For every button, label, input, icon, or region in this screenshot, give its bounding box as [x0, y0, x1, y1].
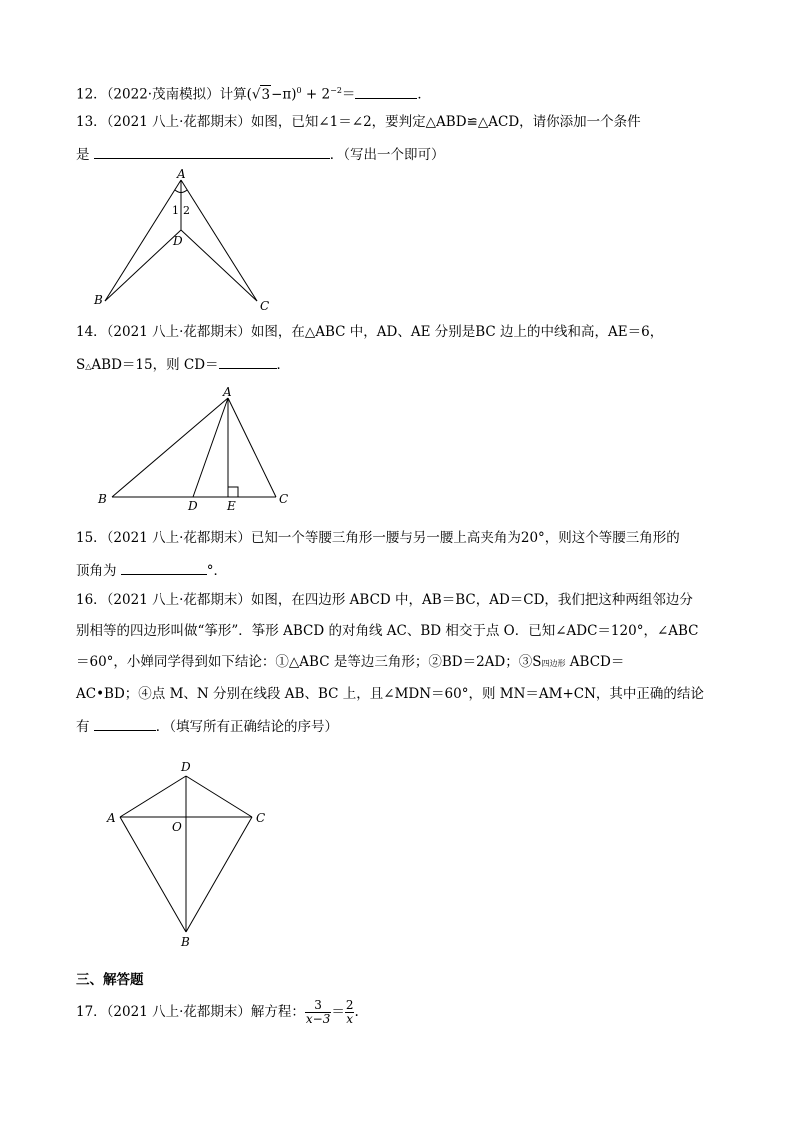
q16-line3-a: ＝60°，小婵同学得到如下结论：①△ABC 是等边三角形；②BD＝2AD；③S — [76, 654, 542, 670]
q12-equals: ＝ — [341, 86, 356, 103]
q13-answer-blank[interactable] — [94, 144, 330, 159]
q16-answer-blank[interactable] — [94, 716, 156, 731]
q12-expr-pi: −π) — [271, 86, 297, 103]
q17-den2: x — [346, 1012, 354, 1026]
q17-fraction-1 — [305, 999, 331, 1026]
fig16-line-AD — [120, 776, 186, 817]
section-title: 三、解答题 — [76, 972, 144, 988]
q17-num2: 2 — [345, 998, 354, 1012]
q16-line2: 别相等的四边形叫做“筝形”．筝形 ABCD 的对角线 AC、BD 相交于点 O．已知∠ADC＝120°，∠ABC — [76, 623, 699, 639]
fig16-label-B: B — [181, 935, 190, 949]
q13-prefix: 是 — [76, 147, 94, 163]
q12-exp-0: 0 — [296, 86, 302, 95]
q14-triangle-sub: △ — [85, 362, 92, 371]
q13-line2 — [76, 144, 445, 164]
q15-suffix: °． — [206, 563, 228, 579]
figure-14 — [92, 384, 302, 516]
q12-answer-blank[interactable] — [355, 84, 417, 99]
q12-expr-open: ( — [246, 86, 252, 103]
q14-line2 — [76, 354, 290, 376]
fig16-line-AB — [120, 817, 186, 932]
q14-end: ． — [276, 357, 291, 373]
q14-line1: 14．（2021 八上·花都期末）如图，在△ABC 中，AD、AE 分别是BC 边上的中线和高，AE＝6， — [76, 324, 664, 340]
q16-line3-b: ABCD＝ — [565, 654, 625, 670]
fig13-label-A: A — [177, 168, 186, 181]
q12-sqrt: 3 — [261, 86, 271, 103]
fig13-label-B: B — [94, 293, 103, 307]
figure-16 — [100, 755, 280, 955]
q17-num1: 3 — [305, 999, 331, 1013]
q15-answer-blank[interactable] — [121, 560, 207, 575]
fig14-label-A: A — [223, 385, 232, 399]
q14-s: S — [76, 357, 86, 373]
fig14-line-AC — [228, 398, 276, 497]
q12-expr-plus: + 2 — [301, 86, 331, 103]
fig16-label-A: A — [107, 811, 116, 825]
fig13-label-1: 1 — [172, 204, 179, 217]
q17-equals: ＝ — [331, 1004, 345, 1020]
fig16-line-CD — [186, 776, 252, 817]
q16-prefix: 有 — [76, 719, 94, 735]
q12-source: （2022·茂南模拟）计算 — [106, 86, 247, 103]
fig13-label-D: D — [173, 234, 183, 248]
q16-quad-sub: 四边形 — [541, 659, 566, 668]
question-12: 12．（2022·茂南模拟）计算$(√3-\pi)^0 + 2^{-2}=$ ． — [76, 82, 431, 104]
fig14-label-C: C — [279, 492, 289, 506]
q14-answer-blank[interactable] — [219, 354, 277, 369]
question-17 — [76, 997, 359, 1027]
q15-line1: 15．（2021 八上·花都期末）已知一个等腰三角形一腰与另一腰上高夹角为20°，则这个等腰三角形的 — [76, 530, 680, 546]
fig13-label-2: 2 — [183, 204, 190, 217]
q13-suffix: ．（写出一个即可） — [329, 147, 445, 163]
figure-13 — [88, 168, 278, 314]
q17-den1: x−3 — [305, 1012, 331, 1026]
q13-line1: 13．（2021 八上·花都期末）如图，已知∠1＝∠2，要判定△ABD≌△ACD，请你添加一个条件 — [76, 114, 641, 130]
q15-prefix: 顶角为 — [76, 563, 121, 579]
q12-exp-neg2: −2 — [330, 86, 342, 95]
q14-text: ABD＝15，则 CD＝ — [91, 357, 219, 373]
q16-line4: AC•BD；④点 M、N 分别在线段 AB、BC 上，且∠MDN＝60°，则 MN＝AM+CN，其中正确的结论 — [76, 686, 704, 702]
q16-line3 — [76, 653, 624, 673]
fig16-line-CB — [186, 817, 252, 932]
fig16-label-O: O — [172, 820, 182, 834]
q16-suffix: ．（填写所有正确结论的序号） — [155, 719, 339, 735]
fig14-right-angle — [228, 487, 238, 497]
q17-prefix: 17．（2021 八上·花都期末）解方程： — [76, 1004, 305, 1020]
q15-line2 — [76, 560, 227, 580]
q16-line1: 16．（2021 八上·花都期末）如图，在四边形 ABCD 中，AB＝BC，AD＝CD，我们把这种两组邻边分 — [76, 592, 693, 608]
q16-line5 — [76, 716, 338, 736]
fig14-label-E: E — [227, 499, 236, 513]
fig16-label-D: D — [181, 760, 191, 774]
fig16-label-C: C — [256, 811, 266, 825]
fig14-label-B: B — [98, 492, 107, 506]
q12-end: ． — [417, 86, 431, 103]
q12-number: 12． — [76, 86, 107, 103]
q17-end: . — [354, 1004, 359, 1020]
fig13-label-C: C — [260, 299, 270, 313]
fig14-label-D: D — [188, 499, 198, 513]
